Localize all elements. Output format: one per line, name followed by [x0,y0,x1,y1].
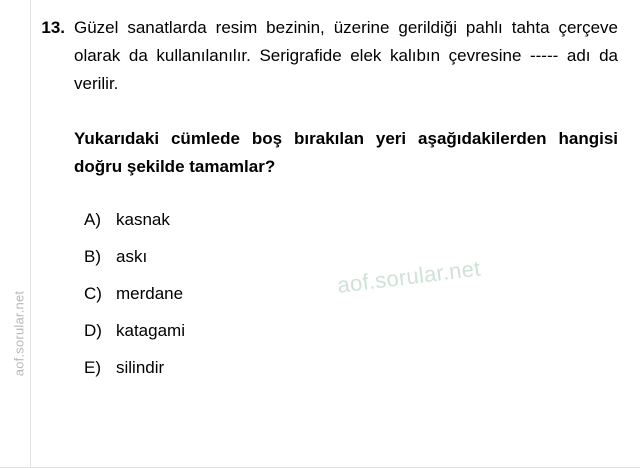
option-c[interactable] [84,283,618,305]
option-d-text: katagami [116,321,185,340]
question-content [30,0,640,468]
option-d[interactable] [84,320,618,342]
option-b-letter: B) [84,247,101,266]
question-number: 13. [41,18,65,37]
option-b[interactable] [84,246,618,268]
question-prompt: Yukarıdaki cümlede boş bırakılan yeri aşağıdakilerden hangisi doğru şekilde tamamlar? [74,129,618,176]
option-c-letter: C) [84,284,102,303]
option-a-letter: A) [84,210,101,229]
option-d-letter: D) [84,321,102,340]
option-e-text: silindir [116,358,165,377]
option-c-text: merdane [116,284,184,303]
left-margin-strip [0,0,31,468]
center-watermark: aof.sorular.net [336,255,482,298]
option-e[interactable] [84,357,618,379]
left-watermark: aof.sorular.net [11,290,27,377]
question-block [30,14,618,181]
answer-options [30,209,618,379]
option-a-text: kasnak [116,210,170,229]
option-b-text: askı [116,247,148,266]
question-body [74,14,618,181]
option-a[interactable] [84,209,618,231]
question-stem: Güzel sanatlarda resim bezinin, üzerine gerildiği pahlı tahta çerçeve olarak da kullanılanılır. Serigrafide elek kalıbın çevresine ----- adı da verilir. [74,18,618,93]
option-e-letter: E) [84,358,101,377]
